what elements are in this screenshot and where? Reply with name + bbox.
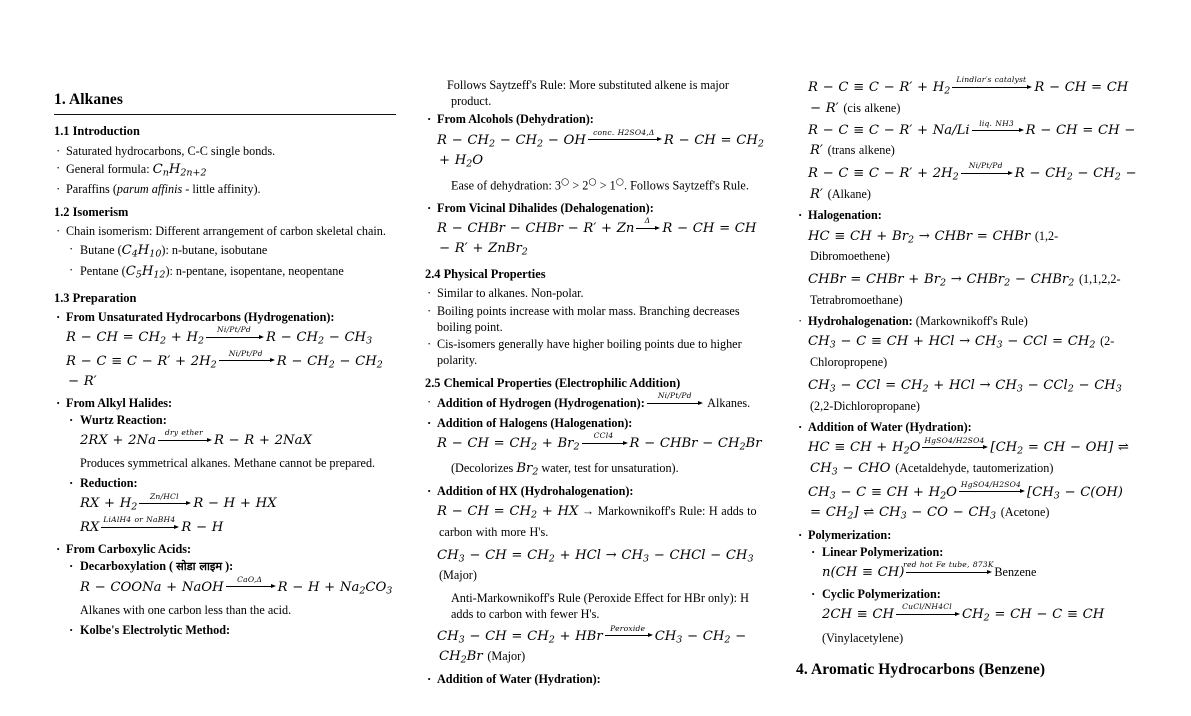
equation-wurtz: 2RX + 2Na dry ether R − R + 2NaX <box>80 428 312 449</box>
arrow-shaft <box>588 135 662 143</box>
pentane-formula: $C_5H_{12}$ <box>125 264 166 281</box>
reaction-arrow <box>961 161 1013 177</box>
list-item: · Kolbe's Electrolytic Method: <box>67 622 396 638</box>
equation-reduction-zn: RX + $H_2$ Zn/HCl R − H + HX <box>80 491 277 513</box>
intro-list <box>54 143 396 198</box>
markownikoff-note: Markownikoff's Rule: H adds to carbon with more H's. <box>439 504 757 539</box>
equation-dehalogenation: R − CHBr − CHBr − R′ + Zn Δ R − CH = CH − R′ + ZnBr$_2$ <box>437 216 757 258</box>
reaction-arrow <box>139 491 191 507</box>
equation-full-hydrogenation: $R - C \equiv C - R' + 2H_2$ Ni/Pt/Pd $R - CH_2 - CH_2 - R'$ (Alkane) <box>808 161 1137 202</box>
reaction-arrow <box>972 118 1024 134</box>
alkyne-hydration-list <box>796 419 1138 435</box>
reaction-arrow <box>206 325 264 341</box>
list-item: · From Alkyl Halides: <box>54 395 396 411</box>
catalyst-label: Ni/Pt/Pd <box>968 161 1003 171</box>
reaction-arrow <box>101 515 179 531</box>
list-item: · Addition of Halogens (Halogenation): <box>425 415 767 431</box>
list-item: · Boiling points increase with molar mass. Branching decreases boiling point. <box>425 303 767 335</box>
water-addition-list <box>425 671 767 687</box>
reaction-arrow <box>226 574 276 590</box>
general-formula: $C_nH_{2n+2}$ <box>152 161 207 178</box>
three-column-layout <box>54 0 1138 686</box>
isomerism-list <box>54 223 396 282</box>
catalyst-label: Peroxide <box>610 623 646 633</box>
arrow-shaft <box>896 610 960 618</box>
catalyst-label: Ni/Pt/Pd <box>657 391 692 401</box>
equation-hydrogenation-alkyne: $R - C \equiv C - R' + 2H_2$ Ni/Pt/Pd $R - CH_2 - CH_2 - R'$ <box>66 348 383 390</box>
reaction-arrow <box>605 623 653 639</box>
catalyst-label: Δ <box>644 216 651 226</box>
list-item: · Hydrohalogenation: (Markownikoff's Rule) <box>796 313 1138 329</box>
equation-alkyne-hcl-2: $CH_3$ − CCl = $CH_2$ + HCl → $CH_3 - CCl_2 - CH_3$ (2,2-Dichloropropane) <box>808 377 1122 413</box>
list-item: · From Vicinal Dihalides (Dehalogenation): <box>425 200 767 216</box>
reaction-arrow <box>636 216 660 232</box>
list-item: · Addition of Hydrogen (Hydrogenation): Ni/Pt/Pd Alkanes. <box>425 394 767 414</box>
arrow-shaft <box>605 631 653 639</box>
latin-term: parum affinis <box>116 182 183 197</box>
list-item <box>54 223 396 239</box>
arrow-shaft <box>226 582 276 590</box>
arrow-shaft <box>952 83 1032 91</box>
list-item <box>67 241 396 262</box>
equation-alkyne-bromination-2: CHBr = CHBr + $Br_2$ → CHBr$_2$ − CHBr$_2$ (1,1,2,2-Tetrabromoethane) <box>808 271 1121 307</box>
list-item: · From Alcohols (Dehydration): <box>425 111 767 127</box>
catalyst-label: Ni/Pt/Pd <box>228 348 263 358</box>
list-item: · Similar to alkanes. Non-polar. <box>425 285 767 301</box>
equation-halogenation-alkene: R − CH = $CH_2 + Br_2$ CCl4 R − CHBr − $CH_2Br$ <box>437 431 762 453</box>
catalyst-label: conc. H2SO4,Δ <box>593 127 655 137</box>
alkyne-halogenation-list <box>796 207 1138 223</box>
arrow-shaft <box>158 436 212 444</box>
list-item <box>67 558 396 575</box>
decarb-label-pre: Decarboxylation ( <box>80 558 177 573</box>
arrow-shaft <box>582 439 628 447</box>
arrow-shaft <box>636 224 660 232</box>
catalyst-label: dry ether <box>164 428 203 438</box>
catalyst-label: HgSO4/H2SO4 <box>960 479 1022 489</box>
arrow-shaft <box>959 487 1025 495</box>
reaction-arrow <box>158 428 212 444</box>
equation-linear-polymerization: n(CH ≡ CH) red hot Fe tube, 873K Benzene <box>822 560 1037 581</box>
bromine-test-note: (Decolorizes $Br_2$ water, test for unsaturation). <box>451 460 679 477</box>
carboxylic-list <box>54 541 396 575</box>
arrow-shaft <box>139 499 191 507</box>
equation-alkyne-hcl-1: $CH_3 - C$ ≡ CH + HCl → $CH_3$ − CCl = $CH_2$ (2-Chloropropene) <box>808 334 1115 370</box>
reaction-arrow <box>647 391 703 407</box>
equation-acetylene-hydration: HC ≡ CH + $H_2O$ HgSO4/H2SO4 [$CH_2$ = CH − OH] ⇌ $CH_3$ − CHO (Acetaldehyde, tautomerization) <box>808 435 1129 478</box>
list-item <box>54 143 396 159</box>
list-item: · From Unsaturated Hydrocarbons (Hydrogenation): <box>54 309 396 325</box>
reaction-arrow <box>582 431 628 447</box>
cyclic-polymerization-list <box>796 586 1138 602</box>
subsection-1-3-title: 1.3 Preparation <box>54 290 137 305</box>
bullet-text: Chain isomerism: Different arrangement of carbon skeletal chain. <box>66 224 386 239</box>
reaction-arrow <box>896 602 960 618</box>
arrow-shaft <box>922 443 988 451</box>
wurtz-note: Produces symmetrical alkanes. Methane cannot be prepared. <box>80 456 376 471</box>
list-item: · Linear Polymerization: <box>809 544 1138 560</box>
reduction-list <box>54 475 396 491</box>
bullet-text: Butane ( <box>80 242 122 257</box>
catalyst-label: HgSO4/H2SO4 <box>924 435 985 445</box>
catalyst-label: Ni/Pt/Pd <box>217 325 251 335</box>
list-item <box>67 262 396 283</box>
equation-birch-reduction: R − C ≡ C − R′ + Na/Li liq. NH3 R − CH = CH − R′ (trans alkene) <box>808 118 1136 159</box>
arrow-shaft <box>647 399 703 407</box>
decarboxylation-note: Alkanes with one carbon less than the acid. <box>80 603 292 618</box>
reaction-arrow <box>952 75 1032 91</box>
equation-cyclic-polymerization: 2CH ≡ CH CuCl/NH4Cl $CH_2$ = CH − C ≡ CH <box>822 602 1105 624</box>
list-item: · Polymerization: <box>796 527 1138 543</box>
polymerization-list <box>796 527 1138 560</box>
anti-markownikoff-note: Anti-Markownikoff's Rule (Peroxide Effect for HBr only): H adds to carbon with fewer H's. <box>451 591 749 622</box>
kolbe-list <box>54 622 396 638</box>
section-heading-aromatic: 4. Aromatic Hydrocarbons (Benzene) <box>796 660 1046 678</box>
butane-formula: $C_4H_{10}$ <box>121 242 162 259</box>
list-item: · Addition of Water (Hydration): <box>796 419 1138 435</box>
saytzeff-note: Follows Saytzeff's Rule: More substituted alkene is major product. <box>447 78 729 109</box>
alcohols-list <box>425 111 767 127</box>
bullet-text: Saturated hydrocarbons, C-C single bonds. <box>66 143 276 158</box>
arrow-shaft <box>101 523 179 531</box>
reaction-arrow <box>959 479 1025 495</box>
equation-decarboxylation: R − COONa + NaOH CaO,Δ $R - H + Na_2CO_3$ <box>80 574 393 597</box>
subsection-1-1-title: 1.1 Introduction <box>54 124 140 139</box>
bullet-text-tail: - little affinity). <box>182 182 261 197</box>
list-item: · From Carboxylic Acids: <box>54 541 396 557</box>
reaction-arrow <box>903 560 994 576</box>
list-item: · Cyclic Polymerization: <box>809 586 1138 602</box>
preparation-list <box>54 309 396 325</box>
subsection-1-2-title: 1.2 Isomerism <box>54 205 129 220</box>
arrow-shaft <box>906 568 992 576</box>
alkyl-halides-list <box>54 395 396 428</box>
equation-dehydration: $R - CH_2 - CH_2$ − OH conc. H2SO4,Δ R − CH = $CH_2 + H_2O$ <box>437 127 764 170</box>
bullet-text: Pentane ( <box>80 264 126 279</box>
equation-lindlar: $R - C \equiv C - R' + H_2$ Lindlar′s catalyst R − CH = CH − R′ (cis alkene) <box>808 75 1129 116</box>
arrow-shaft <box>219 356 275 364</box>
arrow-shaft <box>972 126 1024 134</box>
equation-hx-addition: R − CH = $CH_2$ + HX → Markownikoff's Rule: H adds to carbon with more H's. <box>437 504 757 539</box>
section-heading-alkanes: 1. Alkanes <box>54 90 396 115</box>
hx-addition-list <box>425 483 767 499</box>
column-1 <box>54 0 396 716</box>
list-item: · Addition of HX (Hydrohalogenation): <box>425 483 767 499</box>
equation-reduction-hydride: RX LiAlH4 or NaBH4 R − H <box>80 515 224 535</box>
catalyst-label: LiAlH4 or NaBH4 <box>103 515 176 525</box>
catalyst-label: Lindlar′s catalyst <box>956 75 1027 85</box>
reaction-arrow <box>219 348 275 364</box>
catalyst-label: liq. NH3 <box>979 118 1014 128</box>
subsection-2-5-title: 2.5 Chemical Properties (Electrophilic Addition) <box>425 375 681 390</box>
chemical-properties-list <box>425 391 767 431</box>
bullet-text: Paraffins ( <box>66 182 117 197</box>
list-item: · Wurtz Reaction: <box>67 412 396 428</box>
subsection-2-4-title: 2.4 Physical Properties <box>425 267 546 282</box>
bullet-text-tail: ): n-pentane, isopentane, neopentane <box>165 264 344 279</box>
list-item <box>54 160 396 181</box>
list-item: · Reduction: <box>67 475 396 491</box>
list-item: · Cis-isomers generally have higher boiling points due to higher polarity. <box>425 336 767 368</box>
catalyst-label: CaO,Δ <box>237 574 263 584</box>
equation-alkyne-bromination-1: HC ≡ CH + $Br_2$ → CHBr = CHBr (1,2-Dibromoethene) <box>808 228 1059 264</box>
equation-propyne-hydration: $CH_3 - C$ ≡ CH + $H_2O$ HgSO4/H2SO4 $[CH_3 - C(OH) = CH_2]$ ⇌ $CH_3$ − CO − $CH_3$ (Acetone) <box>808 479 1123 522</box>
equation-peroxide-effect: $CH_3$ − CH = $CH_2$ + HBr Peroxide $CH_3 - CH_2 - CH_2Br$ (Major) <box>437 623 747 666</box>
reaction-arrow <box>588 127 662 143</box>
equation-hx-propene: $CH_3$ − CH = $CH_2$ + HCl → $CH_3$ − CHCl − $CH_3$ (Major) <box>437 547 754 583</box>
hindi-term-soda-lime: सोडा लाइम <box>176 559 223 573</box>
arrow-shaft <box>206 333 264 341</box>
vinylacetylene-note: (Vinylacetylene) <box>822 630 904 645</box>
physical-properties-list <box>425 285 767 367</box>
catalyst-label: red hot Fe tube, 873K <box>903 560 994 570</box>
arrow-shaft <box>961 169 1013 177</box>
bullet-text: General formula: <box>66 161 153 176</box>
decarb-label-post: ): <box>222 558 234 573</box>
alkyne-hydrohalogenation-list <box>796 313 1138 329</box>
catalyst-label: CuCl/NH4Cl <box>902 602 952 612</box>
list-item: · Halogenation: <box>796 207 1138 223</box>
ease-of-dehydration-note: Ease of dehydration: 3○ > 2○ > 1○. Follows Saytzeff's Rule. <box>451 176 749 193</box>
list-item <box>54 181 396 197</box>
bullet-text-tail: ): n-butane, isobutane <box>161 242 268 257</box>
column-3 <box>796 0 1138 701</box>
column-2 <box>425 0 767 701</box>
reaction-arrow <box>922 435 988 451</box>
vicinal-list <box>425 200 767 216</box>
catalyst-label: Zn/HCl <box>149 491 179 501</box>
catalyst-label: CCl4 <box>593 431 614 441</box>
equation-hydrogenation-alkene: R − CH = $CH_2 + H_2$ Ni/Pt/Pd $R - CH_2 - CH_3$ <box>66 325 373 347</box>
list-item: · Addition of Water (Hydration): <box>425 671 767 687</box>
